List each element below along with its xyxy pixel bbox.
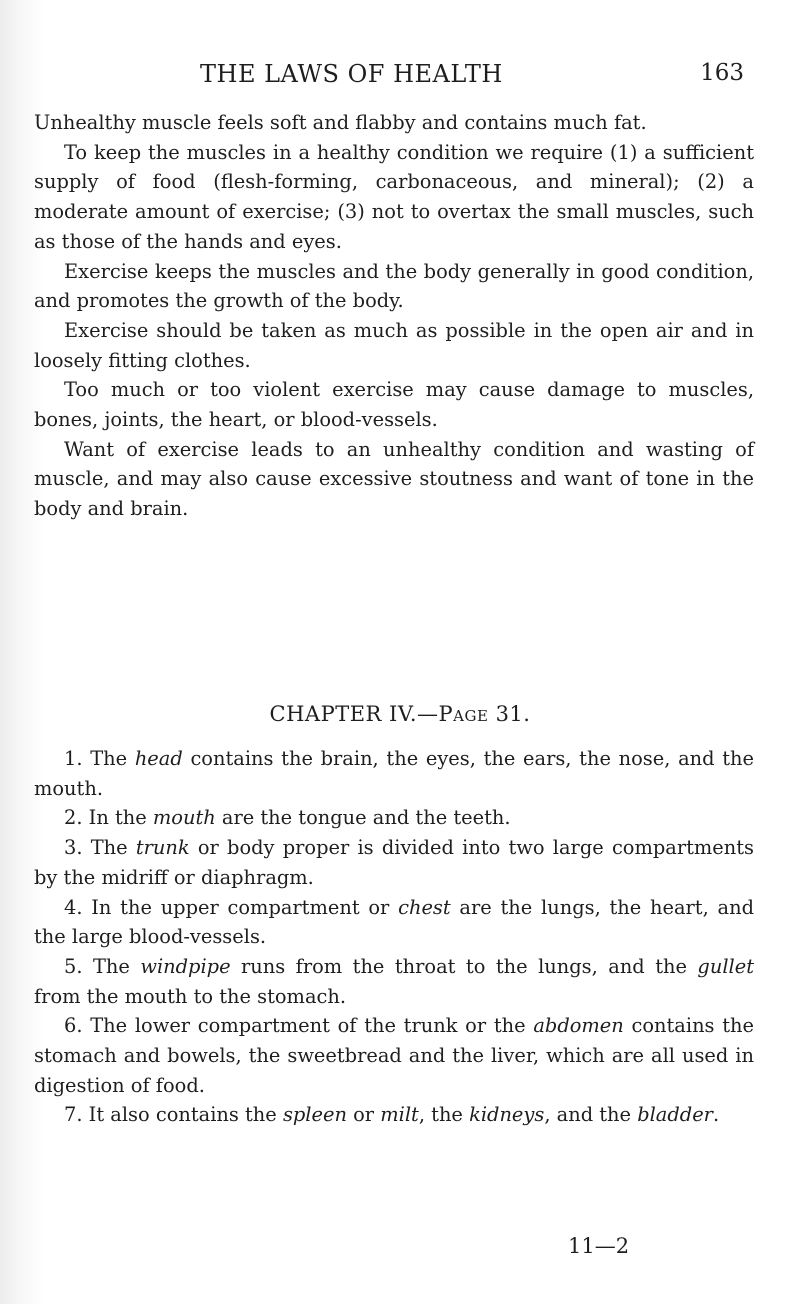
- chapter-heading: [0, 702, 800, 726]
- paragraph: Want of exercise leads to an unhealthy condition and wasting of muscle, and may also cause excessive stoutness and want of tone in the body and brain.: [34, 437, 754, 521]
- list-item: 5. The windpipe runs from the throat to the lungs, and the gullet from the mouth to the stomach.: [34, 954, 754, 1008]
- list-item: 7. It also contains the spleen or milt, the kidneys, and the bladder.: [64, 1103, 720, 1127]
- paragraph: Unhealthy muscle feels soft and flabby and contains much fat.: [34, 111, 647, 134]
- list-item: 6. The lower compartment of the trunk or the abdomen contains the stomach and bowels, the sweetbread and the liver, which are all used in digestion of food.: [34, 1014, 754, 1097]
- list-item: 4. In the upper compartment or chest are the lungs, the heart, and the large blood-vessels.: [34, 895, 754, 949]
- list-item: 3. The trunk or body proper is divided into two large compartments by the midriff or diaphragm.: [34, 836, 754, 889]
- chapter-title: CHAPTER IV.—: [269, 702, 439, 726]
- running-header: [76, 60, 744, 92]
- list-item: 2. In the mouth are the tongue and the teeth.: [64, 806, 511, 830]
- paragraph: To keep the muscles in a healthy condition we require (1) a sufficient supply of food (flesh-forming, carbonaceous, and mineral); (2) a moderate amount of exercise; (3) not to overtax the small muscles, such as those of the hands and eyes.: [34, 140, 754, 253]
- page-number: 163: [700, 60, 744, 86]
- list-item: 1. The head contains the brain, the eyes, the ears, the nose, and the mouth.: [34, 747, 754, 800]
- paragraph: Exercise keeps the muscles and the body generally in good condition, and promotes the growth of the body.: [34, 259, 754, 313]
- body-text: [34, 108, 754, 524]
- running-title: THE LAWS OF HEALTH: [200, 60, 503, 88]
- paragraph: Too much or too violent exercise may cause damage to muscles, bones, joints, the heart, or blood-vessels.: [34, 378, 754, 432]
- numbered-list: [34, 744, 754, 1130]
- printer-signature: 11—2: [568, 1234, 630, 1258]
- chapter-page-ref: Page 31.: [438, 702, 531, 726]
- paragraph: Exercise should be taken as much as possible in the open air and in loosely fitting clothes.: [34, 318, 754, 372]
